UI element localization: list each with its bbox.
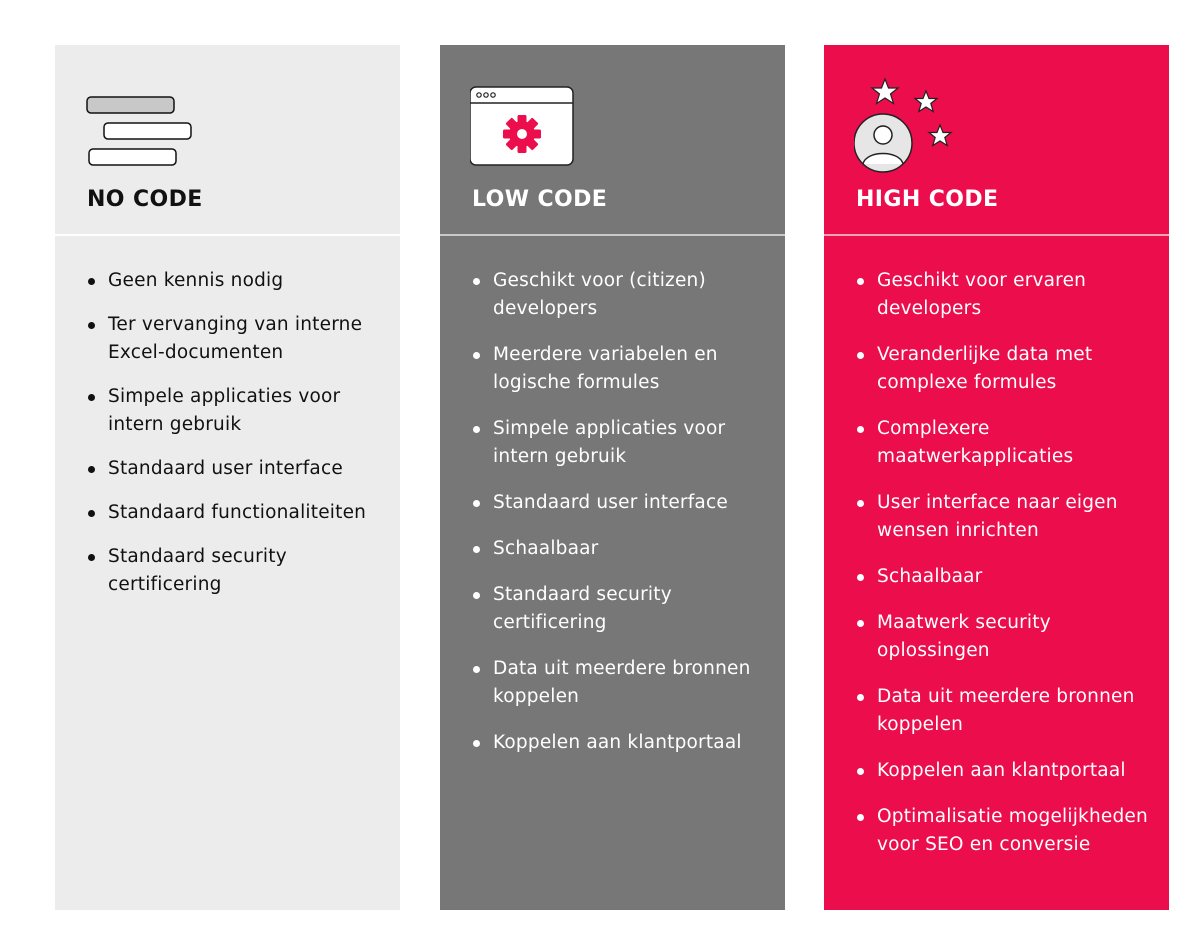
browser-gear-icon <box>470 77 590 177</box>
list-item: Optimalisatie mogelijkheden voor SEO en conversie <box>856 803 1159 859</box>
list-item: Data uit meerdere bronnen koppelen <box>472 655 775 711</box>
list-item: Simpele applicaties voor intern gebruik <box>87 383 390 439</box>
high-code-feature-list <box>856 267 1159 877</box>
low-code-title: LOW CODE <box>472 187 608 212</box>
list-item: Geschikt voor ervaren developers <box>856 267 1159 323</box>
list-item: Geschikt voor (citizen) developers <box>472 267 775 323</box>
list-item: Complexere maatwerkapplicaties <box>856 415 1159 471</box>
divider <box>55 234 400 236</box>
list-item: Maatwerk security oplossingen <box>856 609 1159 665</box>
high-code-column <box>824 45 1169 910</box>
low-code-column <box>440 45 785 910</box>
list-item: Standaard security certificering <box>472 581 775 637</box>
list-item: Koppelen aan klantportaal <box>472 729 775 757</box>
list-item: Geen kennis nodig <box>87 267 390 295</box>
user-stars-icon <box>854 77 974 177</box>
list-item: Meerdere variabelen en logische formules <box>472 341 775 397</box>
list-item: Ter vervanging van interne Excel-documenten <box>87 311 390 367</box>
list-item: Veranderlijke data met complexe formules <box>856 341 1159 397</box>
form-fields-icon <box>85 77 205 177</box>
list-item: Schaalbaar <box>472 535 775 563</box>
divider <box>440 234 785 236</box>
list-item: Standaard user interface <box>87 455 390 483</box>
no-code-column <box>55 45 400 910</box>
list-item: User interface naar eigen wensen inrichten <box>856 489 1159 545</box>
high-code-title: HIGH CODE <box>856 187 999 212</box>
list-item: Koppelen aan klantportaal <box>856 757 1159 785</box>
list-item: Data uit meerdere bronnen koppelen <box>856 683 1159 739</box>
list-item: Schaalbaar <box>856 563 1159 591</box>
low-code-feature-list <box>472 267 775 775</box>
list-item: Standaard user interface <box>472 489 775 517</box>
no-code-feature-list <box>87 267 390 615</box>
divider <box>824 234 1169 236</box>
no-code-title: NO CODE <box>87 187 203 212</box>
list-item: Standaard security certificering <box>87 543 390 599</box>
list-item: Simpele applicaties voor intern gebruik <box>472 415 775 471</box>
list-item: Standaard functionaliteiten <box>87 499 390 527</box>
